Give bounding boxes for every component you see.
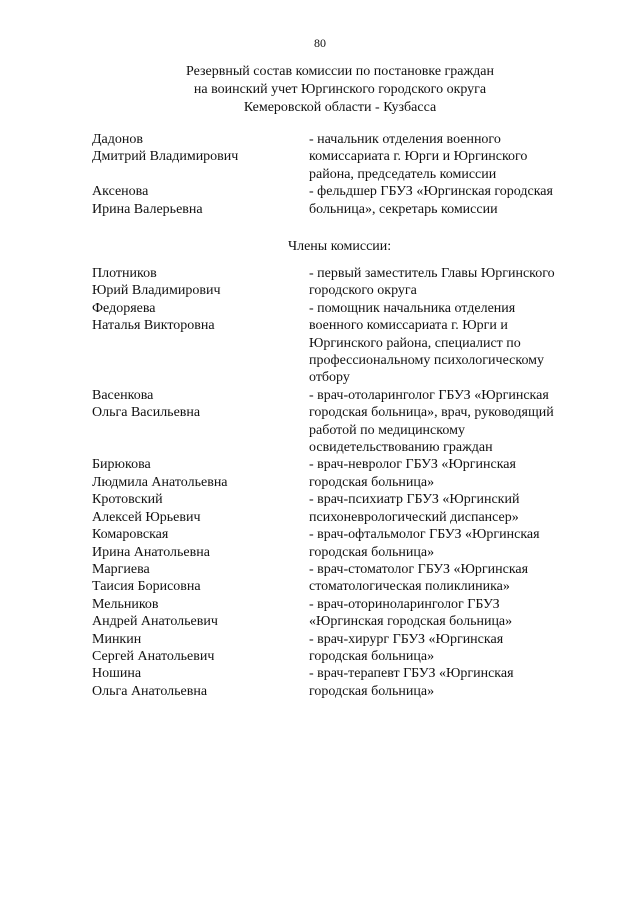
name-line: Аксенова	[92, 184, 149, 200]
role-line: работой по медицинскому	[309, 422, 465, 438]
role-line: отбору	[309, 370, 350, 386]
person-row	[92, 456, 602, 491]
role-line: - врач-психиатр ГБУЗ «Юргинский	[309, 492, 520, 508]
person-name	[92, 596, 309, 631]
person-name	[92, 131, 309, 183]
name-line: Васенкова	[92, 387, 154, 403]
name-line: Ношина	[92, 666, 142, 682]
role-line: освидетельствованию граждан	[309, 440, 493, 456]
person-role	[309, 526, 599, 561]
person-role	[309, 596, 599, 631]
name-line: Ольга Васильевна	[92, 405, 201, 421]
person-row	[92, 631, 602, 666]
person-role	[309, 387, 599, 457]
name-line: Алексей Юрьевич	[92, 509, 201, 525]
role-line: Юргинского района, специалист по	[309, 335, 521, 351]
role-line: - врач-стоматолог ГБУЗ «Юргинская	[309, 561, 529, 577]
role-line: психоневрологический диспансер»	[309, 509, 519, 525]
role-line: - врач-отоларинголог ГБУЗ «Юргинская	[309, 387, 549, 403]
person-name	[92, 265, 309, 300]
person-row	[92, 596, 602, 631]
name-line: Кротовский	[92, 492, 163, 508]
role-line: городская больница», врач, руководящий	[309, 405, 554, 421]
name-line: Юрий Владимирович	[92, 283, 221, 299]
role-line: стоматологическая поликлиника»	[309, 579, 510, 595]
role-line: городская больница»	[309, 648, 435, 664]
person-name	[92, 526, 309, 561]
name-line: Комаровская	[92, 527, 169, 543]
person-name	[92, 456, 309, 491]
role-line: комиссариата г. Юрги и Юргинского	[309, 149, 528, 165]
members-heading: Члены комиссии:	[288, 239, 392, 254]
document-title	[0, 63, 640, 117]
person-row	[92, 665, 602, 700]
person-row	[92, 131, 602, 183]
title-line: Резервный состав комиссии по постановке граждан	[186, 64, 494, 79]
person-role	[309, 131, 599, 183]
role-line: военного комиссариата г. Юрги и	[309, 318, 508, 334]
name-line: Сергей Анатольевич	[92, 648, 215, 664]
name-line: Плотников	[92, 266, 157, 281]
name-line: Людмила Анатольевна	[92, 474, 228, 490]
role-line: - врач-оториноларинголог ГБУЗ	[309, 596, 500, 612]
page-number: 80	[314, 36, 326, 50]
name-line: Наталья Викторовна	[92, 318, 215, 334]
role-line: «Юргинская городская больница»	[309, 614, 513, 630]
role-line: - начальник отделения военного	[309, 132, 501, 147]
person-name	[92, 300, 309, 387]
person-row	[92, 183, 602, 218]
role-line: - первый заместитель Главы Юргинского	[309, 266, 555, 281]
title-line: Кемеровской области - Кузбасса	[243, 100, 437, 115]
name-line: Дмитрий Владимирович	[92, 149, 239, 165]
person-row	[92, 300, 602, 387]
members-list	[92, 265, 602, 700]
role-line: района, председатель комиссии	[309, 166, 497, 182]
person-row	[92, 526, 602, 561]
person-row	[92, 265, 602, 300]
person-name	[92, 631, 309, 666]
person-name	[92, 491, 309, 526]
role-line: городская больница»	[309, 683, 435, 699]
name-line: Мельников	[92, 596, 159, 612]
name-line: Ольга Анатольевна	[92, 683, 208, 699]
person-row	[92, 387, 602, 457]
role-line: - фельдшер ГБУЗ «Юргинская городская	[309, 184, 553, 200]
person-role	[309, 631, 599, 666]
person-role	[309, 265, 599, 300]
name-line: Ирина Валерьевна	[92, 201, 203, 217]
role-line: - врач-хирург ГБУЗ «Юргинская	[309, 631, 504, 647]
role-line: - врач-терапевт ГБУЗ «Юргинская	[309, 666, 514, 682]
name-line: Минкин	[92, 631, 142, 647]
role-line: профессиональному психологическому	[309, 353, 545, 369]
person-role	[309, 491, 599, 526]
person-role	[309, 300, 599, 387]
role-line: больница», секретарь комиссии	[309, 201, 498, 217]
role-line: - помощник начальника отделения	[309, 300, 516, 316]
person-name	[92, 665, 309, 700]
person-name	[92, 387, 309, 457]
name-line: Андрей Анатольевич	[92, 614, 218, 630]
title-line: на воинский учет Юргинского городского округа	[193, 82, 487, 97]
role-line: - врач-невролог ГБУЗ «Юргинская	[309, 457, 516, 473]
leadership-list	[92, 131, 602, 218]
person-role	[309, 183, 599, 218]
role-line: городская больница»	[309, 474, 435, 490]
name-line: Федоряева	[92, 300, 156, 316]
person-name	[92, 561, 309, 596]
name-line: Ирина Анатольевна	[92, 544, 210, 560]
person-row	[92, 561, 602, 596]
name-line: Дадонов	[92, 132, 143, 147]
person-role	[309, 456, 599, 491]
name-line: Бирюкова	[92, 457, 151, 473]
role-line: городская больница»	[309, 544, 435, 560]
name-line: Маргиева	[92, 561, 150, 577]
role-line: городского округа	[309, 283, 417, 299]
person-row	[92, 491, 602, 526]
role-line: - врач-офтальмолог ГБУЗ «Юргинская	[309, 527, 540, 543]
person-role	[309, 561, 599, 596]
person-name	[92, 183, 309, 218]
person-role	[309, 665, 599, 700]
name-line: Таисия Борисовна	[92, 579, 201, 595]
